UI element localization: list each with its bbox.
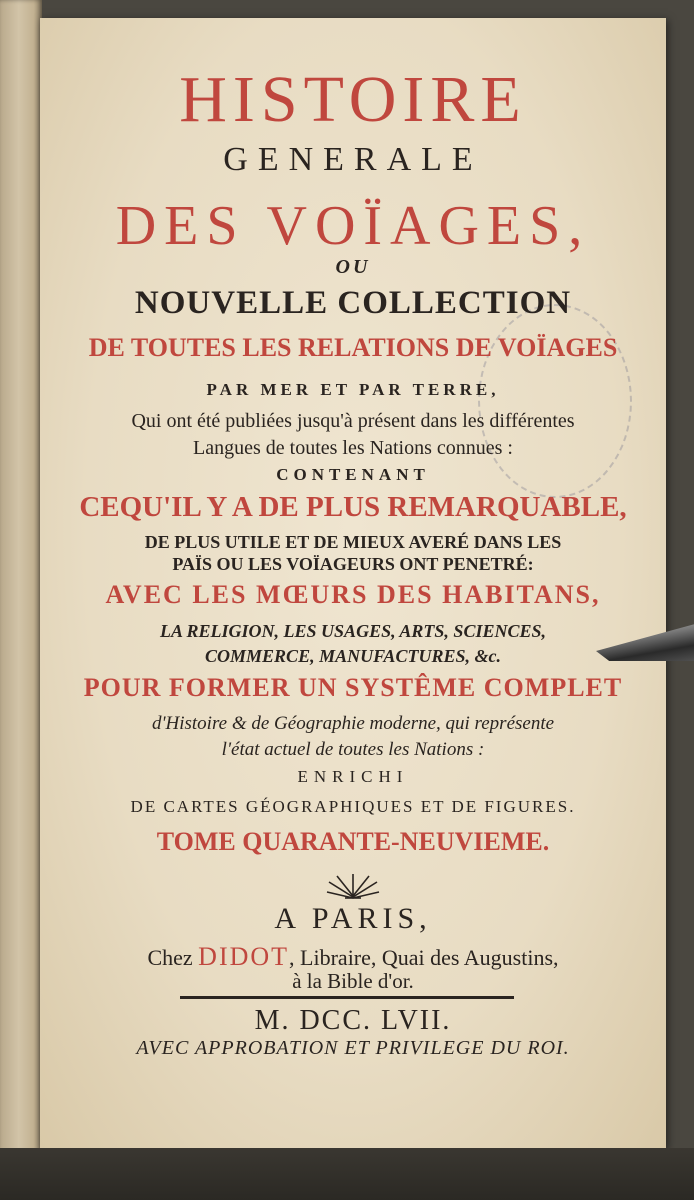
line-tome: TOME QUARANTE-NEUVIEME. <box>156 827 550 856</box>
fleuron-icon <box>323 868 383 902</box>
line-avec-moeurs: AVEC LES MŒURS DES HABITANS, <box>105 580 601 609</box>
imprint-a-paris: A PARIS, <box>274 902 432 935</box>
line-letat: l'état actuel de toutes les Nations : <box>221 739 485 760</box>
title-histoire: HISTOIRE <box>179 63 527 136</box>
line-pour-former: POUR FORMER UN SYSTÊME COMPLET <box>83 673 623 702</box>
imprint-didot: DIDOT <box>198 942 290 971</box>
imprint-chez-didot <box>40 942 666 972</box>
title-des-voiages: DES VOÏAGES, <box>115 195 591 257</box>
imprint-rule <box>180 996 514 999</box>
subtitle-nouvelle-collection: NOUVELLE COLLECTION <box>134 285 572 321</box>
line-la-religion: LA RELIGION, LES USAGES, ARTS, SCIENCES, <box>160 621 546 641</box>
line-cequil: CEQU'IL Y A DE PLUS REMARQUABLE, <box>79 491 627 523</box>
imprint-chez: Chez <box>147 945 193 970</box>
subtitle-de-toutes: DE TOUTES LES RELATIONS DE VOÏAGES <box>88 333 618 362</box>
table-shadow <box>0 1148 694 1200</box>
line-langues: Langues de toutes les Nations connues : <box>193 437 513 459</box>
imprint-approbation: AVEC APPROBATION ET PRIVILEGE DU ROI. <box>136 1037 570 1059</box>
imprint-libraire: , Libraire, Quai des Augustins, <box>289 945 559 970</box>
imprint-year: M. DCC. LVII. <box>254 1005 452 1036</box>
line-de-cartes: DE CARTES GÉOGRAPHIQUES ET DE FIGURES. <box>130 797 576 816</box>
title-generale: GENERALE <box>223 141 483 178</box>
line-qui-ont: Qui ont été publiées jusqu'à présent dans les différentes <box>131 410 575 432</box>
line-par-mer: PAR MER ET PAR TERRE, <box>206 380 500 399</box>
line-dhistoire: d'Histoire & de Géographie moderne, qui représente <box>151 713 555 734</box>
imprint-bible: à la Bible d'or. <box>292 969 414 993</box>
line-contenant: CONTENANT <box>276 465 430 484</box>
line-pais: PAÏS OU LES VOÏAGEURS ONT PENETRÉ: <box>172 554 534 574</box>
printer-ornament <box>40 868 666 902</box>
word-ou: OU <box>335 256 371 278</box>
line-enrichi: ENRICHI <box>297 767 409 786</box>
book-spine-edge <box>0 0 42 1200</box>
line-de-plus-utile: DE PLUS UTILE ET DE MIEUX AVERÉ DANS LES <box>144 532 562 552</box>
line-commerce: COMMERCE, MANUFACTURES, &c. <box>205 646 501 666</box>
